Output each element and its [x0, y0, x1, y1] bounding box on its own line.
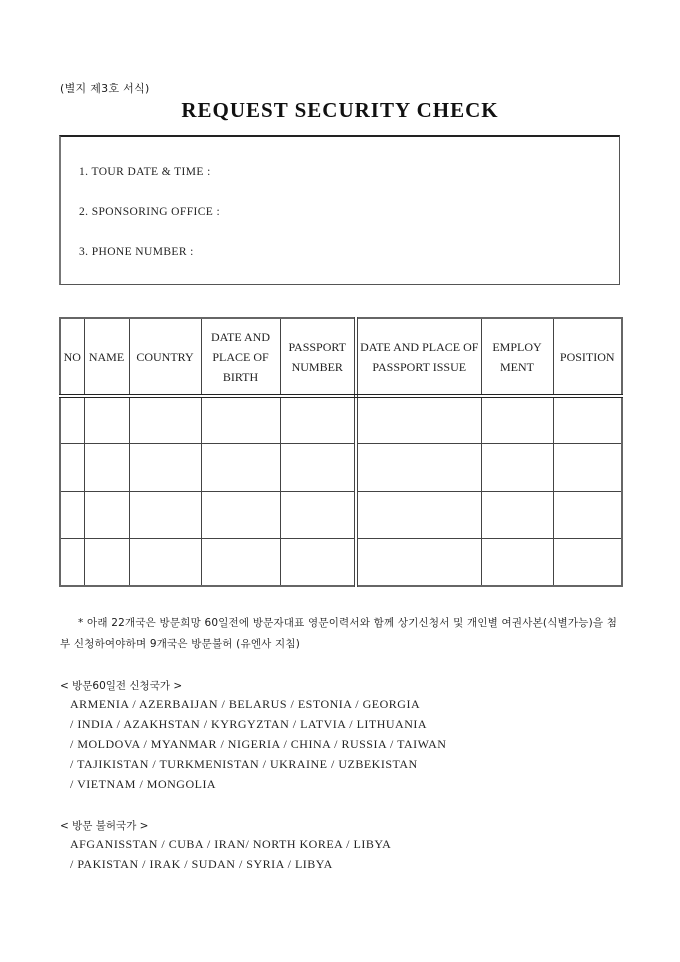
- advance-application-heading: < 방문60일전 신청국가 >: [60, 680, 183, 692]
- phone-number-label: 3. PHONE NUMBER :: [79, 246, 194, 258]
- application-note: * 아래 22개국은 방문희망 60일전에 방문자대표 영문이력서와 함께 상기신청서 및 개인별 여권사본(식별가능)을 첨부 신청하여야하며 9개국은 방문불허 (유엔사 지침): [60, 617, 618, 650]
- cell-no[interactable]: [60, 491, 84, 539]
- tour-date-time-label: 1. TOUR DATE & TIME :: [79, 166, 211, 178]
- cell-name[interactable]: [84, 444, 129, 492]
- table-row: [60, 539, 622, 587]
- phone-number-field[interactable]: [79, 246, 194, 258]
- advance-country-line: / TAJIKISTAN / TURKMENISTAN / UKRAINE / UZBEKISTAN: [70, 757, 418, 771]
- form-reference: (별지 제3호 서식): [60, 82, 150, 95]
- header-passport-issue: DATE AND PLACE OF PASSPORT ISSUE: [356, 318, 481, 396]
- cell-passport-number[interactable]: [280, 491, 356, 539]
- cell-name[interactable]: [84, 539, 129, 587]
- cell-date-place-birth[interactable]: [201, 444, 280, 492]
- advance-country-line: / MOLDOVA / MYANMAR / NIGERIA / CHINA / RUSSIA / TAIWAN: [70, 737, 447, 751]
- cell-no[interactable]: [60, 396, 84, 444]
- cell-passport-number[interactable]: [280, 539, 356, 587]
- cell-country[interactable]: [129, 539, 201, 587]
- prohibited-countries-heading: < 방문 불허국가 >: [60, 820, 149, 832]
- cell-passport-issue[interactable]: [356, 444, 481, 492]
- tour-info-box: [59, 135, 620, 285]
- advance-country-line: / VIETNAM / MONGOLIA: [70, 777, 217, 791]
- cell-name[interactable]: [84, 491, 129, 539]
- table-row: [60, 444, 622, 492]
- table-header-row: [60, 318, 622, 396]
- sponsoring-office-label: 2. SPONSORING OFFICE :: [79, 206, 221, 218]
- cell-passport-number[interactable]: [280, 396, 356, 444]
- cell-employment[interactable]: [481, 539, 553, 587]
- prohibited-country-line: AFGANISSTAN / CUBA / IRAN/ NORTH KOREA / LIBYA: [70, 837, 392, 851]
- cell-position[interactable]: [553, 444, 622, 492]
- cell-name[interactable]: [84, 396, 129, 444]
- prohibited-country-line: / PAKISTAN / IRAK / SUDAN / SYRIA / LIBYA: [70, 857, 333, 871]
- header-country: COUNTRY: [129, 318, 201, 396]
- cell-country[interactable]: [129, 491, 201, 539]
- cell-date-place-birth[interactable]: [201, 396, 280, 444]
- cell-country[interactable]: [129, 396, 201, 444]
- advance-country-line: / INDIA / AZAKHSTAN / KYRGYZTAN / LATVIA / LITHUANIA: [70, 717, 428, 731]
- cell-position[interactable]: [553, 396, 622, 444]
- header-name: NAME: [84, 318, 129, 396]
- cell-passport-issue[interactable]: [356, 396, 481, 444]
- table-row: [60, 491, 622, 539]
- cell-country[interactable]: [129, 444, 201, 492]
- advance-country-line: ARMENIA / AZERBAIJAN / BELARUS / ESTONIA / GEORGIA: [70, 697, 421, 711]
- sponsoring-office-field[interactable]: [79, 206, 220, 218]
- table-row: [60, 396, 622, 444]
- page-title: REQUEST SECURITY CHECK: [181, 98, 499, 122]
- header-no: NO: [60, 318, 84, 396]
- tour-date-time-field[interactable]: [79, 166, 211, 178]
- header-employment: EMPLOY MENT: [481, 318, 553, 396]
- cell-date-place-birth[interactable]: [201, 491, 280, 539]
- cell-position[interactable]: [553, 491, 622, 539]
- cell-passport-issue[interactable]: [356, 491, 481, 539]
- cell-employment[interactable]: [481, 396, 553, 444]
- cell-employment[interactable]: [481, 444, 553, 492]
- applicant-table: [59, 317, 623, 587]
- cell-position[interactable]: [553, 539, 622, 587]
- cell-no[interactable]: [60, 539, 84, 587]
- cell-passport-number[interactable]: [280, 444, 356, 492]
- cell-date-place-birth[interactable]: [201, 539, 280, 587]
- header-position: POSITION: [553, 318, 622, 396]
- header-date-place-birth: DATE AND PLACE OF BIRTH: [201, 318, 280, 396]
- cell-employment[interactable]: [481, 491, 553, 539]
- cell-no[interactable]: [60, 444, 84, 492]
- cell-passport-issue[interactable]: [356, 539, 481, 587]
- header-passport-number: PASSPORT NUMBER: [280, 318, 356, 396]
